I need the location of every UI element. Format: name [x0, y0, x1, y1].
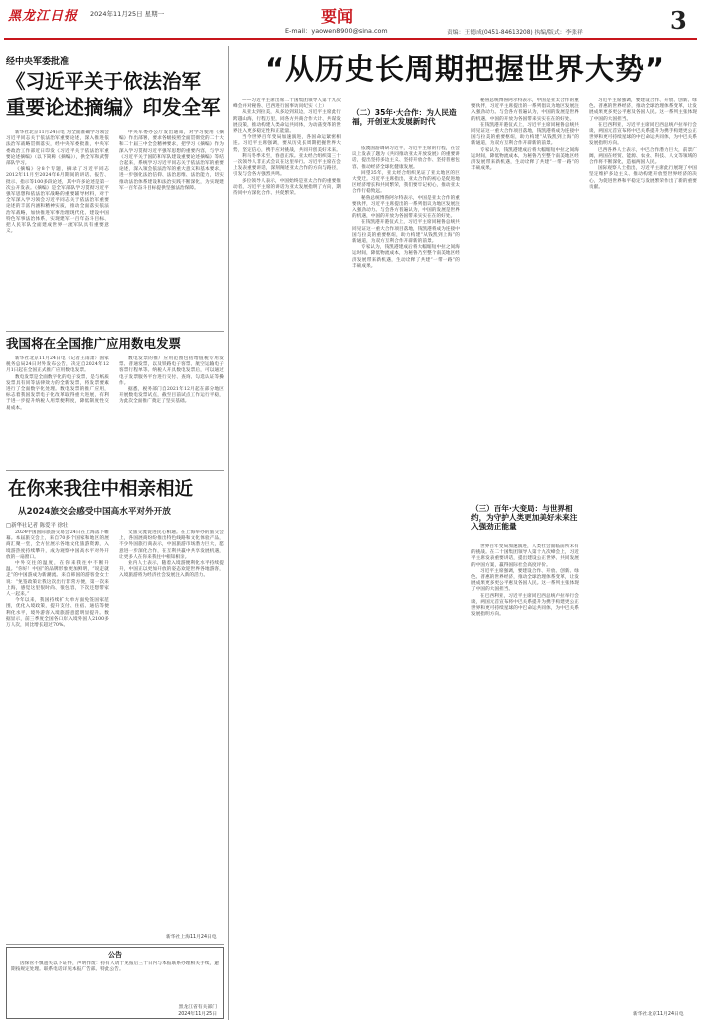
article-travel-mart [6, 474, 224, 942]
divider [6, 470, 224, 471]
paragraph: 在钱凯港开港仪式上，习近平主席同秘鲁总统共同见证这一重大合作项目落地，钱凯港将成为连接中国与拉美的重要枢纽，助力构建“从钱凯到上海”的新通道，为双方互利合作开辟新的前景。 [352, 220, 460, 245]
article-body [233, 98, 341, 1020]
article-dateline-end: 新华社上海11月24日电 [166, 935, 217, 940]
paragraph: 文旅交流促进民心相通。在上海举办的旅交会上，各国展商纷纷推出特色线路和文化体验产品，不少外国旅行商表示，中国旅游市场潜力巨大，愿意进一步深化合作，在互利共赢中共享发展机遇，让更多人在你来我往中相知相亲。 [119, 530, 224, 560]
article-body [119, 130, 224, 330]
masthead-rule [4, 38, 697, 40]
article-body [589, 98, 697, 1006]
article-headline: 在你来我往中相亲相近 [8, 479, 194, 500]
paragraph: 2024中国国际旅游交易会24日在上海落下帷幕。本届旅交会上，来自70多个国家和地区的展商汇聚一堂，全方位展示各地文化旅游资源，入境游热度持续攀升，成为观察中国高水平对外开放的一扇窗口。 [6, 530, 109, 560]
paragraph: 国际观察人士指出，习近平主席此行展现了中国坚定维护多边主义、推动构建开放型世界经济的决心，为促进世界和平稳定与发展繁荣作出了新的重要贡献。 [589, 166, 697, 190]
paragraph: 从亚太到拉美，从多边到双边，习近平主席此行跨越山海，行程万里，同各方共商合作大计、共谋发展良策，推动构建人类命运共同体，为动荡变革的世界注入更多稳定性和正能量。 [233, 110, 341, 135]
article-body [352, 146, 460, 1020]
paragraph: 业内人士表示，随着入境游便利化水平持续提升，中国正以更加开放的姿态欢迎世界各地游客，入境旅游将为经济社会发展注入新的活力。 [119, 561, 224, 579]
paragraph: 巴西各界人士表示，中巴合作潜力巨大，前景广阔，两国在经贸、能源、农业、科技、人文等领域的合作将不断深化，造福两国人民。 [589, 147, 697, 166]
paragraph: 数电发票是全面数字化的电子发票，是与纸质发票具有同等法律效力的全新发票，将发票要素进行了全面数字化处理。数电发票的推广应用，标志着我国发票电子化改革取得重大进展，有利于进一步提升纳税人用票便利度，降低制度性交易成本。 [6, 374, 109, 411]
article-headline-line1: 《习近平关于依法治军 [6, 70, 202, 93]
paragraph: 多位领导人表示，中国始终是亚太合作的重要推动者，习近平主席的讲话为亚太发展指明了方向，期待同中方深化合作、共促繁荣。 [233, 178, 341, 197]
article-body [119, 356, 224, 466]
paragraph: 在钱凯港开港仪式上，习近平主席同秘鲁总统共同见证这一重大合作项目落地，钱凯港将成为连接中国与拉美的重要枢纽，助力构建“从钱凯到上海”的新通道，为双方互利合作开辟新的前景。 [471, 122, 579, 147]
article-body [6, 130, 109, 330]
article-body [471, 98, 579, 498]
paragraph: 因保管不慎遗失以下证件，声明作废：持有人请于见报后三十日内与本报联系办理相关手续，逾期按规定处理。联系电话详见本报广告部。特此公告。 [11, 961, 219, 973]
divider [6, 944, 224, 945]
article-subhead: 从2024旅交会感受中国高水平对外开放 [18, 507, 171, 517]
public-notice [6, 947, 224, 1019]
issue-date: 2024年11月25日 星期一 [90, 10, 165, 18]
paragraph: 中央军委办公厅发出通知，对学习使用《摘编》作出部署，要求各级按照全面贯彻党的二十大和二十届三中全会精神要求，把学习《摘编》作为深入学习贯彻习近平强军思想的重要内容，与学习《习近平关于国防和军队建设重要论述摘编》等结合起来，系统学习习近平同志关于依法治军的重要论述，深入领会依法治军的重大意义和基本要求，进一步强化法治信仰、法治思维、法治能力，切实推动法治体系建设和法治实践不断深化，为实现建军一百年奋斗目标提供坚强法治保障。 [119, 130, 224, 191]
paragraph: 秘鲁总统博鲁阿尔特表示，中国是亚太合作的重要伙伴，习近平主席提出的一系列倡议为地区发展注入强劲动力。与会各方普遍认为，中国的发展是世界的机遇，中国的开放为各国带来实实在在的好处。 [471, 98, 579, 122]
column-divider [228, 46, 229, 1020]
paragraph: 在巴西利亚，习近平主席同巴西总统卢拉举行会谈，两国元首宣布将中巴关系提升为携手构建更公正世界和更可持续星球的中巴命运共同体，为中巴关系发展指明方向。 [471, 593, 579, 618]
section-heading [352, 108, 460, 126]
notice-body [11, 961, 219, 1001]
section-heading-text: （三）百年·大变局：与世界相约，为守护人类更加美好未来注入强劲正能量 [471, 504, 578, 531]
paragraph: 新华社北京11月24日电 为全面准确学习领会习近平同志关于依法治军重要论述，深入推进依法治军战略贯彻落实，经中央军委批准，中央军委政治工作部近日印发《习近平关于依法治军重要论述摘编》（以下简称《摘编》），供全军和武警部队学习。 [6, 130, 109, 167]
article-body [119, 530, 224, 930]
paragraph: 数电发票的推广应用范围包括增值税专用发票、普通发票，以及铁路电子客票、航空运输电子客票行程单等。纳税人开具数电发票后，可以通过电子发票服务平台进行交付、查询、勾选认证等操作。 [119, 356, 224, 386]
notice-date: 2024年11月25日 [178, 1012, 217, 1017]
article-byline: □新华社记者 陈爱平 徐壮 [6, 523, 69, 529]
article-world-trend [233, 42, 697, 1022]
paragraph: 当今世界百年变局加速演进，各国命运紧密相连。习近平主席强调，要从历史长周期把握世界大势，坚定信心，携手应对挑战，共同开创美好未来。 [233, 135, 341, 153]
paragraph: 新华社北京11月24日电（记者王雨萧）国家税务总局24日对外发布公告，决定自2024年12月1日起在全国正式推广应用数电发票。 [6, 356, 109, 374]
paragraph: 秘鲁总统博鲁阿尔特表示，中国是亚太合作的重要伙伴，习近平主席提出的一系列倡议为地区发展注入强劲动力。与会各方普遍认为，中国的发展是世界的机遇，中国的开放为各国带来实实在在的好处。 [352, 195, 460, 220]
divider [6, 331, 224, 332]
article-kicker: 经中央军委批准 [6, 57, 70, 67]
page-number: 3 [670, 6, 687, 35]
paragraph: 专家认为，钱凯港建成后将大幅缩短中拉之间海运时间，降低物流成本，为秘鲁乃至整个南美地区经济发展带来新机遇，生动诠释了共建“一带一路”的丰硕成果。 [471, 147, 579, 172]
notice-title: 公告 [108, 951, 122, 959]
paragraph: 《摘编》分8个专题，摘录了习近平同志2012年11月至2024年6月期间的讲话、报告、批示、指示等100多段论述，其中许多论述是第一次公开发表。《摘编》是全军部队学习贯彻习近平强军思想和依法治军战略的重要辅导材料，对于全军深入学习领会习近平同志关于依法治军重要论述的丰富内涵和精神实质，推动全面落实依法治军战略，加快推进军事治理现代化、建设中国特色军事法治体系，实现建军一百年奋斗目标、把人民军队全面建成世界一流军队具有重要意义。 [6, 167, 109, 235]
article-digital-invoice [6, 334, 224, 466]
main-headline: “从历史长周期把握世界大势” [264, 52, 666, 86]
paragraph: 习近平主席强调，要建设合作、开放、创新、绿色、普惠的世界经济，推动全球治理体系变革，让发展成果更多更公平惠及各国人民。这一系列主张体现了中国的大国担当。 [589, 98, 697, 122]
article-headline: 我国将在全国推广应用数电发票 [6, 336, 182, 351]
article-headline-line2: 重要论述摘编》印发全军 [6, 96, 221, 119]
article-body [6, 530, 109, 940]
newspaper-logo: 黑龙江日报 [8, 9, 79, 24]
paragraph: 据悉，税务部门自2021年12月起在部分地区开展数电发票试点，截至目前试点工作运行平稳，为此次全面推广奠定了坚实基础。 [119, 387, 224, 405]
paragraph: 依澳国游调研习近平，习近平主席的行程，在会议上发表了题为《共同推动亚太开放发展》的重要讲话，提出坚持多边主义、坚持开放合作、坚持普惠包容，推动经济全球化健康发展。 [352, 146, 460, 170]
article-body [6, 356, 109, 466]
section-email: E-mail：yaowen8900@sina.com [285, 27, 388, 35]
paragraph: 中外交往的温度，在你来我往中不断升温。“你好！中国”的品牌形象更加鲜明，“说走就走”的中国游成为新潮流。来自韩国的游客金女士说：“免签政策让我这次出行非常方便，第一次来上海，感觉这里很时尚、很包容，下次还想带家人一起来。” [6, 561, 109, 598]
editor-credits: 责编：王德成(0451-84613208) 执编/版式：李张祥 [447, 30, 583, 36]
paragraph: 世界百年变局加速演进，人类社会面临前所未有的挑战。在二十国集团领导人第十九次峰会上，习近平主席发表重要讲话，提出建设公正世界、共同发展的中国方案，赢得国际社会高度评价。 [471, 544, 579, 568]
article-dateline-end: 新华社北京11月24日电 [633, 1012, 684, 1017]
article-body [471, 544, 579, 1020]
paragraph: ——习近平主席出席二十国集团领导人第十九次峰会并对秘鲁、巴西进行国事访问纪实（上） [233, 98, 341, 110]
section-title: 要闻 [321, 7, 354, 26]
notice-signer: 黑龙江省有关部门 [178, 1005, 217, 1010]
article-law-based-military [6, 46, 224, 331]
paragraph: 今年以来，我国持续扩大单方面免签国家范围，优化入境政策，提升支付、住宿、通信等便利化水平，境外游客入境旅游意愿明显提升。数据显示，前三季度全国各口岸入境外国人2100多万人次，同比增长超过70%。 [6, 598, 109, 629]
section-heading [471, 504, 579, 531]
paragraph: 回望35年，亚太经合组织见证了亚太地区的巨大变迁。习近平主席指出，亚太合作的初心是促进地区经济增长和共同繁荣，我们要牢记初心，推动亚太合作行稳致远。 [352, 170, 460, 195]
paragraph: 专家认为，钱凯港建成后将大幅缩短中拉之间海运时间，降低物流成本，为秘鲁乃至整个南美地区经济发展带来新机遇，生动诠释了共建“一带一路”的丰硕成果。 [352, 245, 460, 269]
paragraph: 利马冬季未至，春意正浓。亚太经合组织第三十一次领导人非正式会议在这里举行。习近平主席在会上发表重要讲话，深刻阐述亚太合作的方向与路径，引发与会各方强烈共鸣。 [233, 153, 341, 178]
paragraph: 习近平主席强调，要建设合作、开放、创新、绿色、普惠的世界经济，推动全球治理体系变革，让发展成果更多更公平惠及各国人民。这一系列主张体现了中国的大国担当。 [471, 568, 579, 593]
paragraph: 在巴西利亚，习近平主席同巴西总统卢拉举行会谈，两国元首宣布将中巴关系提升为携手构建更公正世界和更可持续星球的中巴命运共同体，为中巴关系发展指明方向。 [589, 122, 697, 147]
section-heading-text: （二）35年·大合作：为人民造福，开创亚太发展新时代 [352, 108, 457, 126]
